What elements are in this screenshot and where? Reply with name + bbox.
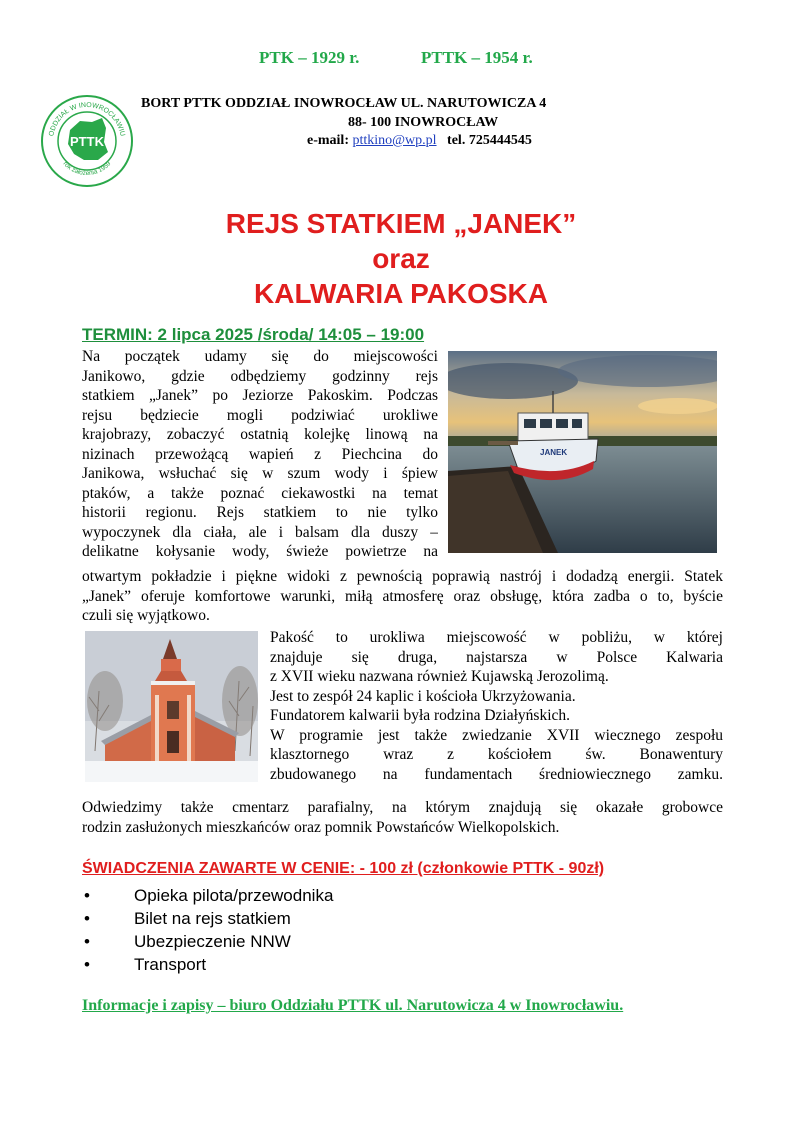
bullet-icon: • [84,955,90,974]
list-item [82,953,333,976]
text-line: Pakość to urokliwa miejscowość w pobliżu, w której [270,629,723,646]
phone: tel. 725444545 [447,133,532,148]
paragraph-kalwaria-continued [82,798,723,837]
event-date: TERMIN: 2 lipca 2025 /środa/ 14:05 – 19:00 [82,325,425,344]
text-line: W programie jest także zwiedzanie XVII wiecznego zespołu [270,726,723,744]
text-line: otwartym pokładzie i piękne widoki z pewnością poprawią nastrój i dodadzą energii. Statek [82,568,723,585]
email-label: e-mail: [307,133,349,148]
list-item-label: Ubezpieczenie NNW [134,932,291,951]
paragraph-cruise-continued [82,567,723,626]
bullet-icon: • [84,909,90,928]
benefits-list [82,884,333,976]
text-line: znajduje się druga, najstarsza w Polsce Kalwaria [270,648,723,666]
address-line2: 88- 100 INOWROCŁAW [348,115,499,130]
church-photo [85,631,258,782]
text-line: Na początek udamy się do miejscowości [82,348,438,365]
text-line: z XVII wieku nazwana również Kujawską Jerozolimą. [270,668,609,685]
text-line: rejsu będziecie mogli podziwiać urokliwe [82,406,438,424]
title-line2: oraz [372,243,430,274]
text-line: Jest to zespół 24 kaplic i kościoła Ukrzyżowania. [270,687,576,705]
email-link[interactable]: pttkino@wp.pl [352,133,437,148]
founding-ptk: PTK – 1929 r. [259,48,360,67]
boat-photo [448,351,717,553]
text-line: wypoczynek dla ciała, ale i balsam dla duszy – [82,523,438,541]
signup-info: Informacje i zapisy – biuro Oddziału PTTK ul. Narutowicza 4 w Inowrocławiu. [82,997,624,1014]
text-line: zbudowanego na fundamentach średniowiecznego zamku. [270,765,723,783]
text-line: statkiem „Janek” po Jeziorze Pakoskim. Podczas [82,387,438,404]
list-item [82,884,333,907]
text-line: delikatne kołysanie wody, świeże powietrze na [82,543,438,560]
paragraph-kalwaria [270,628,723,784]
address-line1: BORT PTTK ODDZIAŁ INOWROCŁAW UL. NARUTOWICZA 4 [141,96,547,111]
list-item [82,907,333,930]
text-line: ptaków, a także poznać ciekawostki na temat [82,484,438,502]
title-line1: REJS STATKIEM „JANEK” [225,208,577,239]
text-line: Janikowa, wsłuchać się w szum wody i śpiew [82,465,438,482]
paragraph-cruise [82,347,438,562]
logo-bottom-text: rok założenia 1959 [61,160,113,178]
text-line: Janikowo, gdzie odbędziemy godzinny rejs [82,367,438,385]
text-line: historii regionu. Rejs statkiem to nie tylko [82,504,438,521]
list-item [82,930,333,953]
text-line: klasztornego wraz z kościołem św. Bonawentury [270,746,723,763]
pttk-logo [40,94,134,188]
text-line: rodzin zasłużonych mieszkańców oraz pomnik Powstańców Wielkopolskich. [82,818,560,836]
text-line: krajobrazy, zobaczyć ostatnią kolejkę linową na [82,426,438,443]
list-item-label: Opieka pilota/przewodnika [134,886,334,905]
text-line: czuli się wyjątkowo. [82,607,210,624]
text-line: nizinach przewożącą wapień z Piechcina do [82,445,438,463]
bullet-icon: • [84,932,90,951]
list-item-label: Transport [134,955,207,974]
text-line: Fundatorem kalwarii była rodzina Działyńskich. [270,707,571,724]
bullet-icon: • [84,886,90,905]
logo-top-text: ODDZIAŁ W INOWROCŁAWIU [48,101,126,137]
list-item-label: Bilet na rejs statkiem [134,909,291,928]
contact-line [307,133,532,149]
title-line3: KALWARIA PAKOSKA [254,278,548,309]
text-line: Odwiedzimy także cmentarz parafialny, na którym znajdują się okazałe grobowce [82,799,723,816]
price-heading: ŚWIADCZENIA ZAWARTE W CENIE: - 100 zł (członkowie PTTK - 90zł) [82,860,605,877]
text-line: „Janek” oferuje komfortowe warunki, miłą atmosferę oraz obsługę, która zadba o to, byście [82,587,723,605]
founding-pttk: PTTK – 1954 r. [421,48,533,67]
boat-name: JANEK [540,448,568,457]
logo-center-text: PTTK [70,134,104,149]
